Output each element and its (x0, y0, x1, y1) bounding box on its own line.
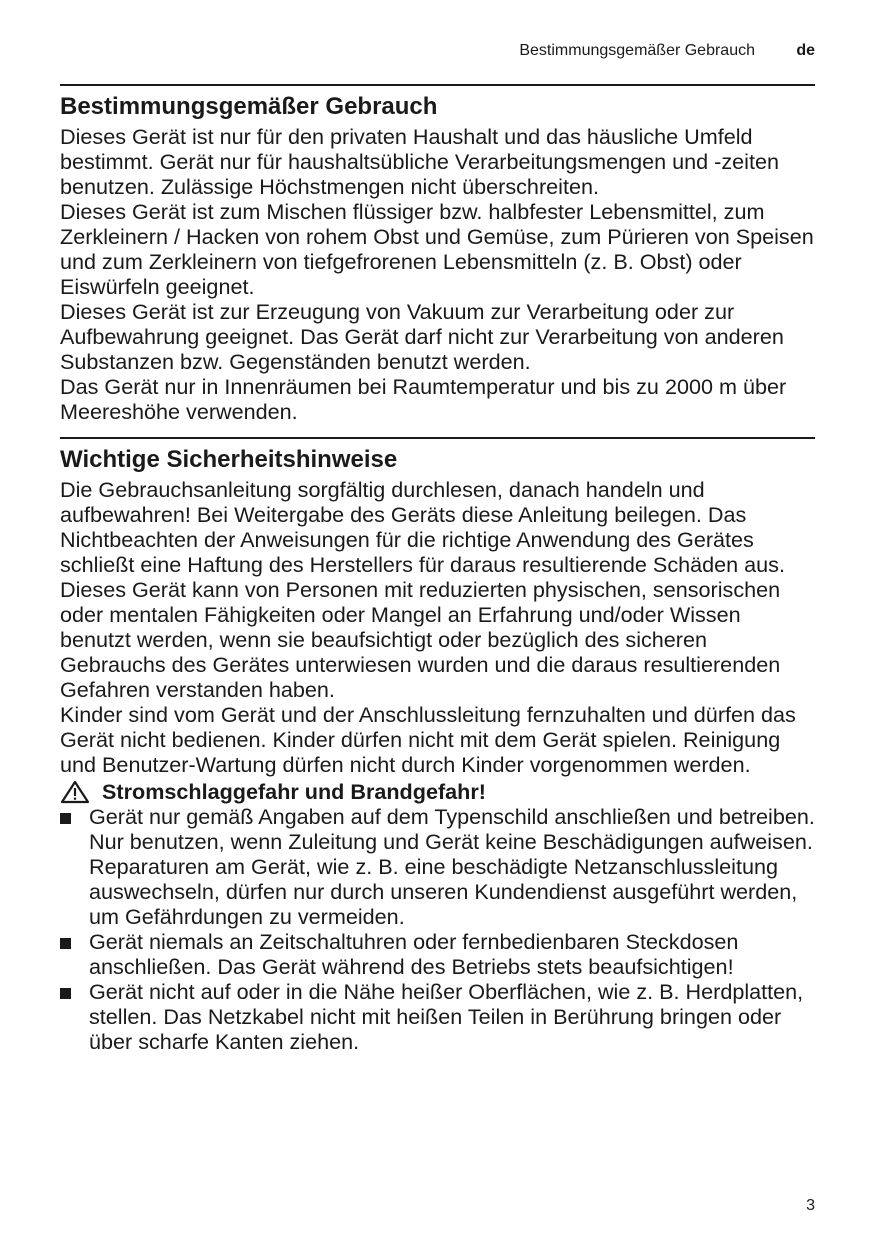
square-bullet-icon (60, 813, 71, 824)
square-bullet-icon (60, 988, 71, 999)
page-number: 3 (806, 1197, 815, 1214)
paragraph: Das Gerät nur in Innenräumen bei Raumtemperatur und bis zu 2000 m über Meereshöhe verwenden. (60, 374, 787, 424)
square-bullet-icon (60, 938, 71, 949)
list-item-text: Gerät niemals an Zeitschaltuhren oder fernbedienbaren Steckdosen anschließen. Das Gerät während des Betriebs stets beaufsichtigen! (89, 929, 739, 979)
paragraph: Dieses Gerät kann von Personen mit reduzierten physischen, sensorischen oder mentalen Fähigkeiten oder Mangel an Erfahrung und/oder Wissen benutzt werden, wenn sie beaufsichtigt oder bezüglich des sicheren Gebrauchs des Gerätes unterwiesen wurden und die daraus resultierenden Gefahren verstanden haben. (60, 577, 781, 702)
list-item-text: Gerät nur gemäß Angaben auf dem Typenschild anschließen und betreiben. Nur benutzen, wenn Zuleitung und Gerät keine Beschädigungen aufweisen. Reparaturen am Gerät, wie z. B. eine beschädigte Netzanschlussleitung auswechseln, dürfen nur durch unseren Kundendienst ausgeführt werden, um Gefährdungen zu vermeiden. (89, 804, 815, 929)
paragraph: Die Gebrauchsanleitung sorgfältig durchlesen, danach handeln und aufbewahren! Bei Weitergabe des Geräts diese Anleitung beilegen. Das Nichtbeachten der Anweisungen für die richtige Anwendung des Gerätes schließt eine Haftung des Herstellers für daraus resultierende Schäden aus. (60, 477, 785, 577)
warning-triangle-icon (60, 780, 90, 804)
paragraph: Dieses Gerät ist zum Mischen flüssiger bzw. halbfester Lebensmittel, zum Zerkleinern / Hacken von rohem Obst und Gemüse, zum Pürieren von Speisen und zum Zerkleinern von tiefgefrorenen Lebensmitteln (z. B. Obst) oder Eiswürfeln geeignet. (60, 199, 814, 299)
section-title: Wichtige Sicherheitshinweise (60, 446, 398, 473)
list-item (60, 979, 815, 1054)
warning-heading (60, 779, 815, 804)
running-title: Bestimmungsgemäßer Gebrauch (519, 42, 755, 59)
language-code: de (796, 42, 815, 59)
list-item (60, 929, 815, 979)
warning-heading-text: Stromschlaggefahr und Brandgefahr! (102, 779, 486, 804)
paragraph: Dieses Gerät ist zur Erzeugung von Vakuum zur Verarbeitung oder zur Aufbewahrung geeignet. Das Gerät darf nicht zur Verarbeitung von anderen Substanzen bzw. Gegenständen benutzt werden. (60, 299, 784, 374)
section-safety-instructions (60, 437, 815, 1054)
list-item-text: Gerät nicht auf oder in die Nähe heißer Oberflächen, wie z. B. Herdplatten, stellen. Das Netzkabel nicht mit heißen Teilen in Berührung bringen oder über scharfe Kanten ziehen. (89, 979, 804, 1054)
page-header (60, 38, 815, 64)
paragraph: Dieses Gerät ist nur für den privaten Haushalt und das häusliche Umfeld bestimmt. Gerät nur für haushaltsübliche Verarbeitungsmengen und -zeiten benutzen. Zulässige Höchstmengen nicht überschreiten. (60, 124, 779, 199)
section-intended-use (60, 84, 815, 424)
section-title: Bestimmungsgemäßer Gebrauch (60, 93, 438, 120)
list-item (60, 804, 815, 929)
page-content (60, 84, 815, 1054)
paragraph: Kinder sind vom Gerät und der Anschlussleitung fernzuhalten und dürfen das Gerät nicht bedienen. Kinder dürfen nicht mit dem Gerät spielen. Reinigung und Benutzer-Wartung dürfen nicht durch Kinder vorgenommen werden. (60, 702, 796, 777)
warning-list (60, 804, 815, 1054)
